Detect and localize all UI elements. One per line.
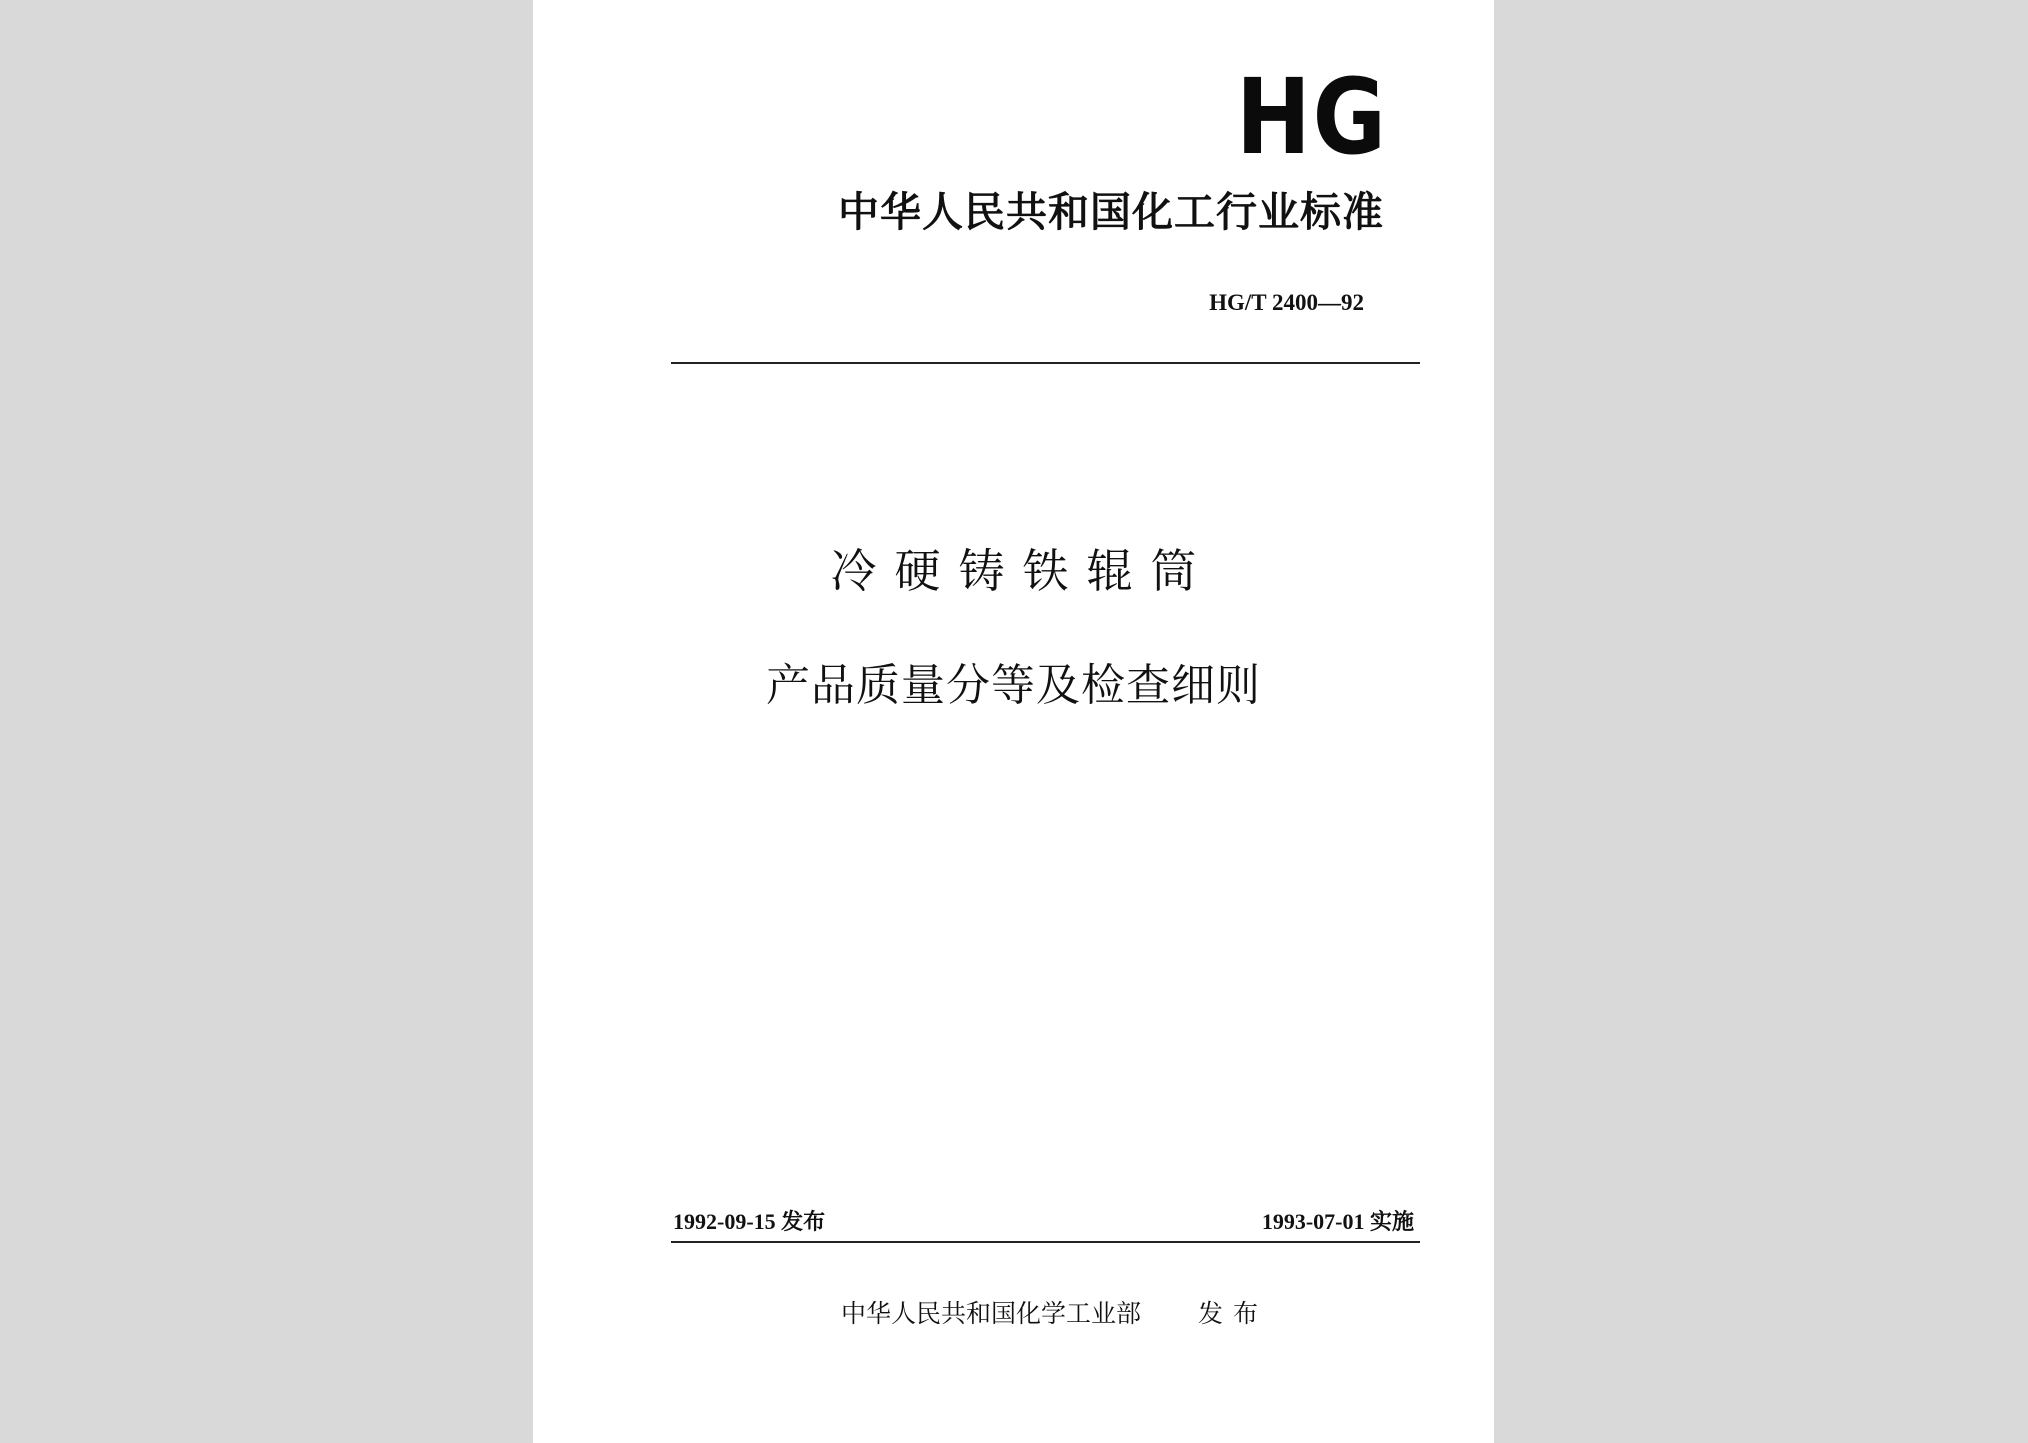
issue-date: 1992-09-15 发布 — [673, 1209, 826, 1234]
top-divider — [671, 362, 1420, 364]
effective-date: 1993-07-01 实施 — [1261, 1209, 1414, 1234]
standard-code: HG/T 2400—92 — [1209, 290, 1364, 315]
document-page — [533, 0, 1494, 1443]
hg-logo: HG — [1236, 56, 1388, 178]
bottom-divider — [671, 1241, 1420, 1243]
publish-label: 发布 — [1198, 1299, 1269, 1328]
document-subtitle: 产品质量分等及检查细则 — [766, 660, 1261, 711]
publisher-name: 中华人民共和国化学工业部 — [841, 1299, 1142, 1328]
document-title: 冷硬铸铁辊筒 — [830, 544, 1215, 598]
standard-title: 中华人民共和国化工行业标准 — [838, 188, 1384, 236]
